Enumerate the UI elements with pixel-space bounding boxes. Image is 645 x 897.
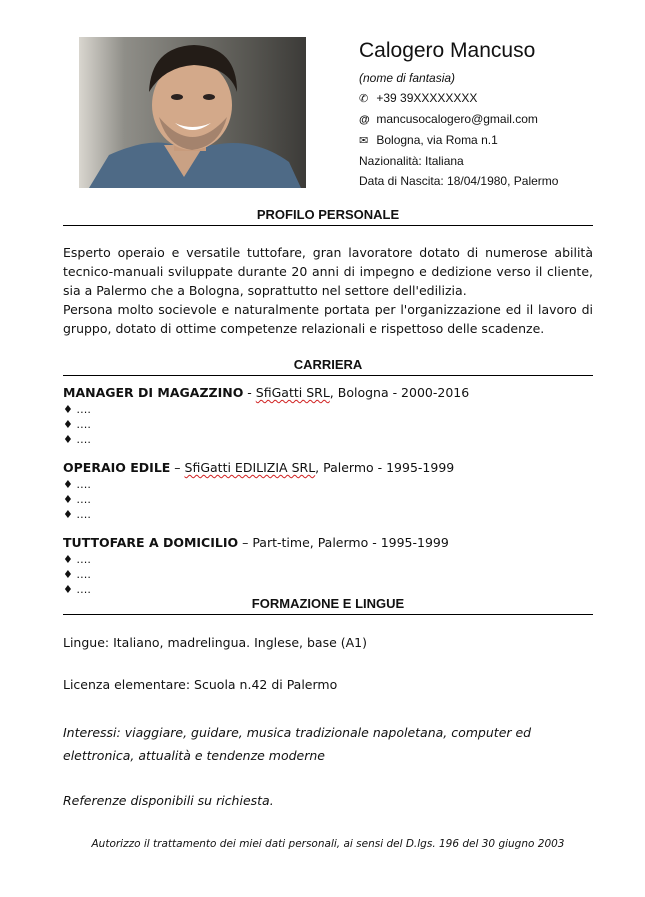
job-entry xyxy=(63,534,593,597)
mailbox-icon: ✉ xyxy=(359,135,369,147)
birth-date: Data di Nascita: 18/04/1980, Palermo xyxy=(359,174,559,188)
section-title-education: FORMAZIONE E LINGUE xyxy=(63,596,593,615)
job-entry xyxy=(63,384,593,447)
job-entry xyxy=(63,459,593,522)
phone-number: +39 39XXXXXXXX xyxy=(376,91,478,105)
name-note: (nome di fantasia) xyxy=(359,71,456,85)
nationality: Nazionalità: Italiana xyxy=(359,154,464,168)
privacy-consent: Autorizzo il trattamento dei miei dati personali, ai sensi del D.lgs. 196 del 30 giugno 2003 xyxy=(91,838,565,850)
education-license: Licenza elementare: Scuola n.42 di Palermo xyxy=(63,677,338,692)
list-item: ♦ …. xyxy=(63,433,91,446)
list-item: ♦ …. xyxy=(63,493,91,506)
job-heading xyxy=(63,534,593,552)
list-item: ♦ …. xyxy=(63,553,91,566)
list-item: ♦ …. xyxy=(63,418,91,431)
company-name: SfiGatti EDILIZIA SRL xyxy=(184,460,316,475)
list-item: ♦ …. xyxy=(63,568,91,581)
contact-block xyxy=(359,36,629,191)
address: Bologna, via Roma n.1 xyxy=(376,133,498,147)
separator: – xyxy=(170,460,185,475)
phone-icon: ✆ xyxy=(359,93,369,105)
job-role: OPERAIO EDILE xyxy=(63,460,171,475)
languages: Lingue: Italiano, madrelingua. Inglese, base (A1) xyxy=(63,635,368,650)
profile-paragraph: Esperto operaio e versatile tuttofare, gran lavoratore dotato di numerose abilità tecnico-manuali sviluppate durante 20 anni di impegno e dedizione verso il cliente, sia a Palermo che a Bologna, soprattutto nel settore dell'edilizia. xyxy=(63,245,593,298)
job-details: , Bologna - 2000-2016 xyxy=(329,385,470,400)
separator: - xyxy=(243,385,256,400)
profile-text xyxy=(63,243,593,338)
email-address: mancusocalogero@gmail.com xyxy=(376,112,538,126)
job-details: , Palermo - 1995-1999 xyxy=(315,460,455,475)
candidate-name: Calogero Mancuso xyxy=(359,39,536,62)
interests: Interessi: viaggiare, guidare, musica tradizionale napoletana, computer ed elettronica, attualità e tendenze moderne xyxy=(63,725,532,763)
profile-paragraph: Persona molto socievole e naturalmente portata per l'organizzazione ed il lavoro di gruppo, dotato di ottime competenze relazionali e rispettoso delle scadenze. xyxy=(63,302,593,336)
email-row xyxy=(359,109,629,130)
company-name: SfiGatti SRL xyxy=(255,385,330,400)
at-icon: @ xyxy=(359,114,370,126)
job-role: TUTTOFARE A DOMICILIO xyxy=(63,535,239,550)
job-heading xyxy=(63,459,593,477)
job-heading xyxy=(63,384,593,402)
profile-photo xyxy=(79,37,306,188)
address-row xyxy=(359,130,629,151)
job-details: Part-time, Palermo - 1995-1999 xyxy=(252,535,449,550)
list-item: ♦ …. xyxy=(63,508,91,521)
references: Referenze disponibili su richiesta. xyxy=(63,793,274,808)
list-item: ♦ …. xyxy=(63,403,91,416)
list-item: ♦ …. xyxy=(63,478,91,491)
section-title-profile: PROFILO PERSONALE xyxy=(63,207,593,226)
separator: – xyxy=(238,535,253,550)
job-role: MANAGER DI MAGAZZINO xyxy=(63,385,244,400)
list-item: ♦ …. xyxy=(63,583,91,596)
phone-row xyxy=(359,88,629,109)
section-title-career: CARRIERA xyxy=(63,357,593,376)
